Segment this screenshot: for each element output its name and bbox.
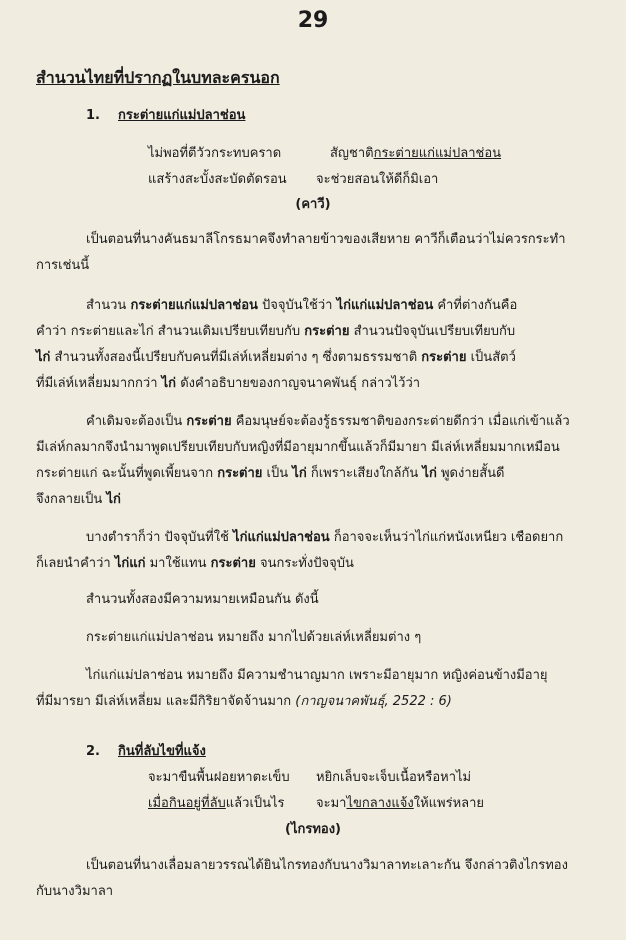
page-number: 29 (297, 8, 329, 33)
item2-number: 2. (86, 744, 100, 759)
item1-para5: สำนวนทั้งสองมีความหมายเหมือนกัน ดังนี้ (86, 592, 319, 607)
item1-para2-line1: สำนวน กระต่ายแก่แม่ปลาช่อน ปัจจุบันใช้ว่า ไก่แก่แม่ปลาช่อน คำที่ต่างกันคือ (86, 298, 518, 313)
item1-para2-line4: ที่มีเล่ห์เหลี่ยมมากกว่า ไก่ ดังคำอธิบายของกาญจนาคพันธุ์ กล่าวไว้ว่า (36, 376, 421, 391)
item1-verse-l2a: แสร้างสะบั้งสะบัดตัดรอน (148, 172, 287, 187)
item1-para3-line4: จึงกลายเป็น ไก่ (36, 492, 121, 507)
item1-verse-l1b: สัญชาติกระต่ายแก่แม่ปลาช่อน (330, 146, 502, 161)
item2-para1-line1: เป็นตอนที่นางเลื่อมลายวรรณได้ยินไกรทองกับนางวิมาลาทะเลาะกัน จึงกล่าวติงไกรทอง (86, 858, 568, 873)
section-heading: สำนวนไทยที่ปรากฏในบทละครนอก (36, 68, 280, 87)
item2-verse-source: (ไกรทอง) (285, 822, 341, 837)
item1-para7-line2: ที่มีมารยา มีเล่ห์เหลี่ยม และมีกิริยาจัดจ้านมาก (กาญจนาคพันธุ์, 2522 : 6) (36, 694, 452, 709)
item2-para1-line2: กับนางวิมาลา (36, 884, 114, 899)
item1-para6: กระต่ายแก่แม่ปลาช่อน หมายถึง มากไปด้วยเล่ห์เหลี่ยมต่าง ๆ (86, 630, 422, 645)
item1-para4-line1: บางตำราก็ว่า ปัจจุบันที่ใช้ ไก่แก่แม่ปลาช่อน ก็อาจจะเห็นว่าไก่แก่หนังเหนียว เชือดยาก (86, 530, 564, 545)
item2-verse-l1a: จะมาขืนพื้นฝอยหาตะเข็บ (148, 770, 290, 785)
item2-verse-l1b: หยิกเล็บจะเจ็บเนื้อหรือหาไม่ (316, 770, 472, 785)
item2-verse-l2b: จะมาไขกลางแจ้งให้แพร่หลาย (316, 796, 485, 811)
item1-verse-l2b: จะช่วยสอนให้ดีก็มิเอา (316, 172, 439, 187)
item2-title: กินที่ลับไขที่แจ้ง (118, 744, 206, 759)
item1-verse-l1a: ไม่พอที่ตีวัวกระทบคราด (148, 146, 282, 161)
item1-para3-line2: มีเล่ห์กลมากจึงนำมาพูดเปรียบเทียบกับหญิงที่มีอายุมากขึ้นแล้วก็มีมายา มีเล่ห์เหลี่ยมมากเหมือน (36, 440, 560, 455)
item1-para2-line3: ไก่ สำนวนทั้งสองนี้เปรียบกับคนที่มีเล่ห์เหลี่ยมต่าง ๆ ซึ่งตามธรรมชาติ กระต่าย เป็นสัตว์ (36, 350, 516, 365)
item1-para7-line1: ไก่แก่แม่ปลาช่อน หมายถึง มีความชำนาญมาก เพราะมีอายุมาก หญิงค่อนข้างมีอายุ (86, 668, 548, 683)
item1-number: 1. (86, 108, 100, 123)
item1-title: กระต่ายแก่แม่ปลาช่อน (118, 108, 246, 123)
item1-para2-line2: คำว่า กระต่ายและไก่ สำนวนเดิมเปรียบเทียบกับ กระต่าย สำนวนปัจจุบันเปรียบเทียบกับ (36, 324, 516, 339)
item1-para3-line1: คำเดิมจะต้องเป็น กระต่าย คือมนุษย์จะต้องรู้ธรรมชาติของกระต่ายดีกว่า เมื่อแก่เข้าแล้ว (86, 414, 570, 429)
item1-verse-source: (คาวี) (295, 197, 331, 212)
item1-para1-line1: เป็นตอนที่นางคันธมาลีโกรธมาคจึงทำลายข้าวของเสียหาย คาวีก็เตือนว่าไม่ควรกระทำ (86, 232, 566, 247)
item2-verse-l2a: เมื่อกินอยู่ที่ลับแล้วเป็นไร (148, 796, 285, 811)
item1-para4-line2: ก็เลยนำคำว่า ไก่แก่ มาใช้แทน กระต่าย จนกระทั่งปัจจุบัน (36, 556, 354, 571)
item1-para1-line2: การเช่นนี้ (36, 258, 90, 273)
item1-para3-line3: กระต่ายแก่ ฉะนั้นที่พูดเพี้ยนจาก กระต่าย เป็น ไก่ ก็เพราะเสียงใกล้กัน ไก่ พูดง่ายสั้นดี (36, 466, 505, 481)
